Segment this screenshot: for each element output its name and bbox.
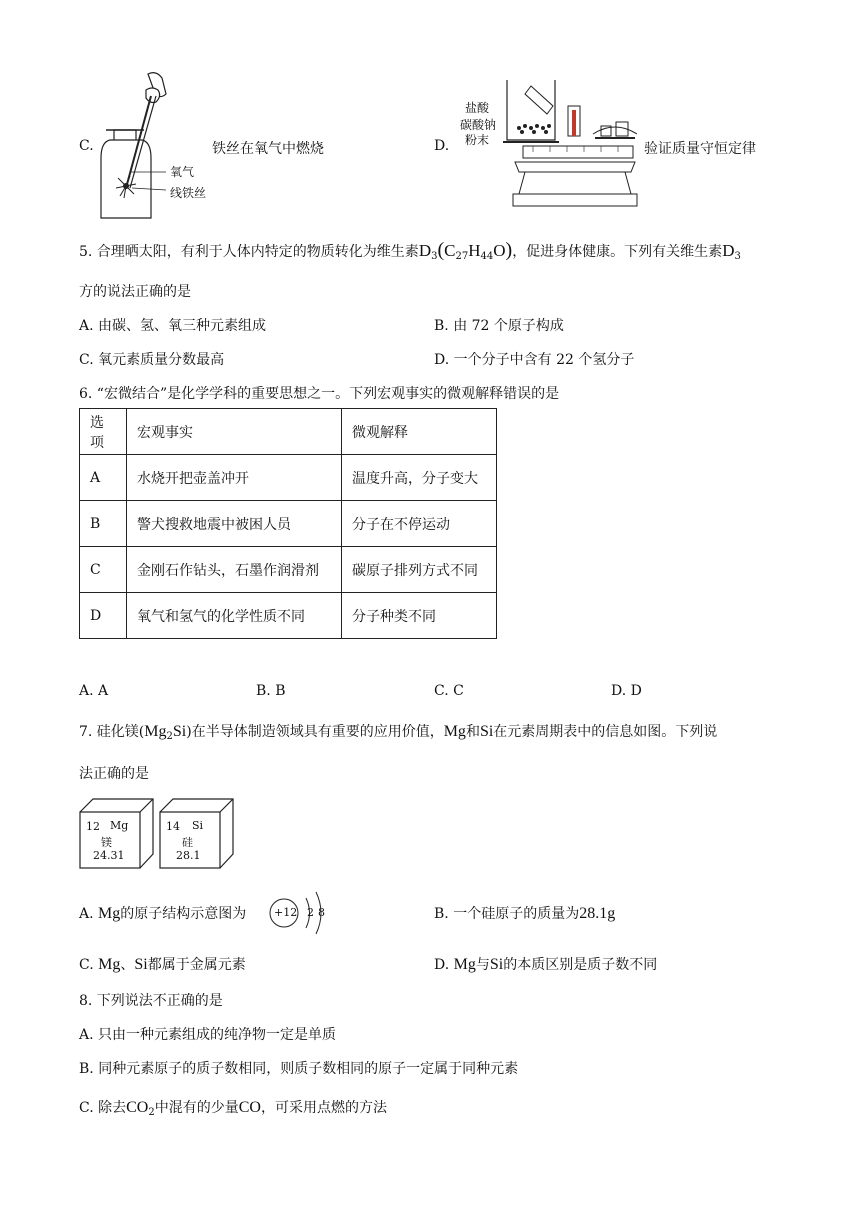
q4-option-c-text: 铁丝在氧气中燃烧: [212, 141, 324, 157]
si-symbol: Si: [192, 819, 204, 832]
table-row: [80, 593, 497, 639]
oxygen-label: 氧气: [170, 165, 195, 179]
table-cell: D: [80, 593, 127, 639]
table-cell: B: [80, 501, 127, 547]
q7-stem-line2: 法正确的是: [79, 766, 149, 782]
q7-option-d: D. Mg与Si的本质区别是质子数不同: [434, 956, 658, 973]
q4-option-c-letter: C.: [79, 138, 94, 154]
q4-option-d-letter: D.: [434, 138, 450, 154]
sodium-carbonate-label-1: 碳酸钠: [460, 118, 497, 132]
table-row: [80, 455, 497, 501]
table-cell: 碳原子排列方式不同: [342, 547, 497, 593]
hydrochloric-acid-label: 盐酸: [465, 101, 490, 115]
table-cell: 分子种类不同: [342, 593, 497, 639]
q8-stem: 8. 下列说法不正确的是: [79, 993, 223, 1009]
mg-atomic-number: 12: [86, 820, 100, 833]
q6-option-a: A. A: [79, 683, 109, 699]
q5-option-b: B. 由 72 个原子构成: [434, 318, 564, 334]
si-atomic-number: 14: [166, 820, 180, 833]
q8-option-c: C. 除去$CO_2$中混有的少量CO，可采用点燃的方法: [79, 1099, 387, 1118]
table-cell: A: [80, 455, 127, 501]
q7-stem-line1: 7. 硅化镁$(Mg_2Si)$在半导体制造领域具有重要的应用价值，Mg和Si在元素周期表中的信息如图。下列说: [79, 723, 718, 742]
q8-option-b: B. 同种元素原子的质子数相同，则质子数相同的原子一定属于同种元素: [79, 1061, 519, 1077]
table-cell: 金刚石作钻头，石墨作润滑剂: [127, 547, 342, 593]
q6-table: [79, 408, 497, 639]
q7-option-b: B. 一个硅原子的质量为28.1g: [434, 905, 616, 922]
q7-option-a: A. Mg的原子结构示意图为: [79, 905, 247, 922]
iron-wire-label: 线铁丝: [170, 186, 207, 200]
mg-symbol: Mg: [110, 819, 129, 832]
table-cell: 水烧开把壶盖冲开: [127, 455, 342, 501]
q6-option-d: D. D: [611, 683, 642, 699]
table-header-row: [80, 409, 497, 455]
mg-mass: 24.31: [93, 849, 125, 862]
si-name: 硅: [182, 836, 193, 849]
si-mass: 28.1: [176, 849, 201, 862]
q5-option-a: A. 由碳、氢、氧三种元素组成: [79, 318, 267, 334]
sodium-carbonate-label-2: 粉末: [465, 133, 490, 147]
q5-option-c: C. 氧元素质量分数最高: [79, 352, 225, 368]
q5-stem-line1: 5. 合理晒太阳，有利于人体内特定的物质转化为维生素$D_3(C_{27}H_{44}O)$，促进身体健康。下列有关维生素$D_3$: [79, 239, 741, 262]
atom-shell-2: 8: [318, 906, 325, 919]
table-header-cell: 选项: [80, 409, 127, 455]
atom-nucleus-charge: +12: [274, 906, 298, 919]
q6-option-c: C. C: [434, 683, 464, 699]
q5-option-d: D. 一个分子中含有 22 个氢分子: [434, 352, 635, 368]
table-cell: 氧气和氢气的化学性质不同: [127, 593, 342, 639]
table-cell: 分子在不停运动: [342, 501, 497, 547]
table-row: [80, 501, 497, 547]
table-cell: 温度升高，分子变大: [342, 455, 497, 501]
q6-option-b: B. B: [256, 683, 286, 699]
mg-name: 镁: [101, 836, 112, 849]
q7-option-c: C. Mg、Si都属于金属元素: [79, 956, 246, 973]
table-row: [80, 547, 497, 593]
q6-stem: 6. “宏微结合”是化学学科的重要思想之一。下列宏观事实的微观解释错误的是: [79, 386, 560, 402]
table-header-cell: 宏观事实: [127, 409, 342, 455]
q5-stem-line2: 方的说法正确的是: [79, 284, 191, 300]
atom-shell-1: 2: [307, 906, 314, 919]
table-cell: C: [80, 547, 127, 593]
q4-option-d-text: 验证质量守恒定律: [644, 141, 756, 157]
table-cell: 警犬搜救地震中被困人员: [127, 501, 342, 547]
q8-option-a: A. 只由一种元素组成的纯净物一定是单质: [79, 1027, 337, 1043]
table-header-cell: 微观解释: [342, 409, 497, 455]
